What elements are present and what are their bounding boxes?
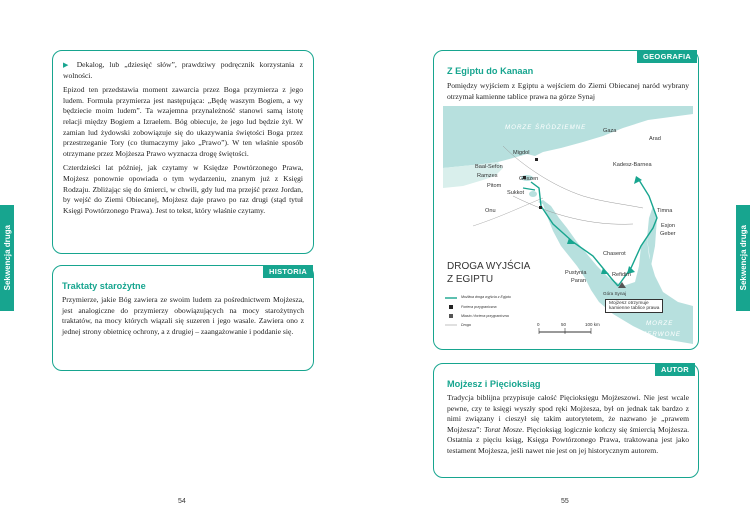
history-tag: HISTORIA	[263, 265, 313, 278]
sinai-callout	[605, 299, 663, 313]
geography-text: Pomiędzy wyjściem z Egiptu a wejściem do Ziemi Obiecanej naród wybrany otrzymał kamienne tablice prawa na górze Synaj	[447, 81, 689, 101]
legend-fortress: Forteca przygraniczna	[461, 305, 497, 309]
scale-0: 0	[537, 322, 540, 327]
deuteronomy-paragraph: Czterdzieści lat później, jak czytamy w Księdze Powtórzonego Prawa, Mojżesz ponownie opowiada o tym wydarzeniu, znanym już z Księgi Rodzaju. Zbliżając się do śmierci, w chwili, gdy lud ma przejść przez Jordan, by wejść do Ziemi Obiecanej, Mojżesz daje prawo po raz drugi (stąd tytuł Księgi Powtórzonego Prawa). Jest to tekst, który właśnie czytamy.	[63, 163, 303, 215]
author-text-italic: Torat Mosze	[484, 424, 523, 434]
place-refidim: Refidim	[612, 272, 631, 278]
place-chaserot: Chaserot	[603, 251, 626, 257]
place-baal-sefon: Baal-Sefon	[475, 164, 503, 170]
place-pitom: Pitom	[487, 183, 502, 189]
red-sea-label-1: MORZE	[646, 320, 674, 327]
covenant-paragraph: Epizod ten przedstawia moment zawarcia przez Boga przymierza z jego ludem. Formuła przymierza jest następująca: „Będę waszym Bogiem, a wy będziecie moim ludem”. Ta wzajemna przynależność stanowi samą istotę relacji między Bogiem a Izraelem. Bóg obiecuje, że jego lud będzie żył. W zamian lud żydowski zobowiązuje się do ukazywania świętości Boga przez przestrzeganie Tory (co tłumaczymy jako „Prawo”). W ten właśnie sposób otrzymane przez Mojżesza Prawo wyznacza drogę świętości.	[63, 85, 303, 158]
history-text: Przymierze, jakie Bóg zawiera ze swoim ludem za pośrednictwem Mojżesza, jest analogiczne do przymierzy obowiązujących na mocy starożytnych traktatów, na mocy których wiązali się suzeren i jego wasale. Zawiera ono z jednej strony obietnicę ochrony, a z drugiej – zaangażowanie i poddanie się.	[62, 295, 304, 336]
place-migdol: Migdol	[513, 150, 530, 156]
place-onu: Onu	[485, 208, 496, 214]
place-arad: Arad	[649, 136, 661, 142]
left-section-tab-label: Sekwencja druga	[2, 225, 12, 291]
place-sukkot: Sukkot	[507, 190, 525, 196]
right-page-number: 55	[561, 498, 569, 505]
intro-text: Dekalog, lub „dziesięć słów”, prawdziwy podręcznik korzystania z wolności.	[63, 60, 304, 80]
author-text-suffix: . Pięcioksiąg logicznie kończy się śmiercią Mojżesza. Ostatnia z pięciu ksiąg, Księga Powtórzonego Prawa, traktowana jest jako testament Mojżesza, jeśli nawet nie jest on jej historycznym autorem.	[447, 424, 689, 455]
legend-city-fortress: Miasto i forteca przygraniczna	[461, 314, 509, 318]
place-mount-sinai: Góra Synaj	[603, 291, 626, 296]
scale-100: 100 km	[585, 322, 600, 327]
callout-line-1: Mojżesz otrzymuje	[609, 301, 649, 306]
legend-route: Możliwa droga wyjścia z Egiptu	[461, 295, 511, 299]
place-geber: Geber	[660, 231, 676, 237]
scale-50: 50	[561, 322, 567, 327]
place-esjon: Esjon	[661, 223, 675, 229]
place-paran: Paran	[571, 278, 586, 284]
author-text	[447, 393, 689, 457]
geography-tag: GEOGRAFIA	[637, 50, 697, 63]
intro-paragraph	[63, 60, 303, 81]
exodus-map	[443, 106, 693, 344]
history-title: Traktaty starożytne	[62, 281, 146, 291]
red-sea-label-2: CZERWONE	[637, 331, 681, 338]
mediterranean-sea-label: MORZE ŚRÓDZIEMNE	[505, 124, 587, 131]
left-section-tab	[0, 205, 14, 311]
geography-title: Z Egiptu do Kanaan	[447, 66, 534, 76]
right-section-tab	[736, 205, 750, 311]
place-goszen: Goszen	[519, 176, 539, 182]
map-title-line-1: DROGA WYJŚCIA	[447, 261, 531, 272]
author-text-prefix: Tradycja biblijna przypisuje całość Pięcioksięgu Mojżeszowi. Nie jest wcale pewne, czy te księgi wyszły spod ręki Mojżesza, był on jednak tak bardzo z nimi związany i cieszył się takim autorytetem, że nazwano je „prawem Mojżesza”:	[447, 393, 689, 434]
place-kadesz-barnea: Kadesz-Barnea	[613, 162, 652, 168]
place-timna: Timna	[657, 208, 673, 214]
place-gaza: Gaza	[603, 128, 617, 134]
author-title: Mojżesz i Pięcioksiąg	[447, 379, 541, 389]
callout-line-2: kamienne tablice prawa	[609, 306, 660, 311]
left-page-number: 54	[178, 498, 186, 505]
map-title	[447, 260, 530, 286]
place-pustynia: Pustynia	[565, 270, 587, 276]
place-ramzes: Ramzes	[477, 173, 498, 179]
triangle-bullet-icon: ▶	[63, 61, 72, 69]
right-section-tab-label: Sekwencja druga	[738, 225, 748, 291]
author-tag: AUTOR	[655, 363, 695, 376]
map-title-line-2: Z EGIPTU	[447, 274, 494, 285]
legend-road: Droga	[461, 323, 471, 327]
main-text-box	[52, 50, 314, 254]
